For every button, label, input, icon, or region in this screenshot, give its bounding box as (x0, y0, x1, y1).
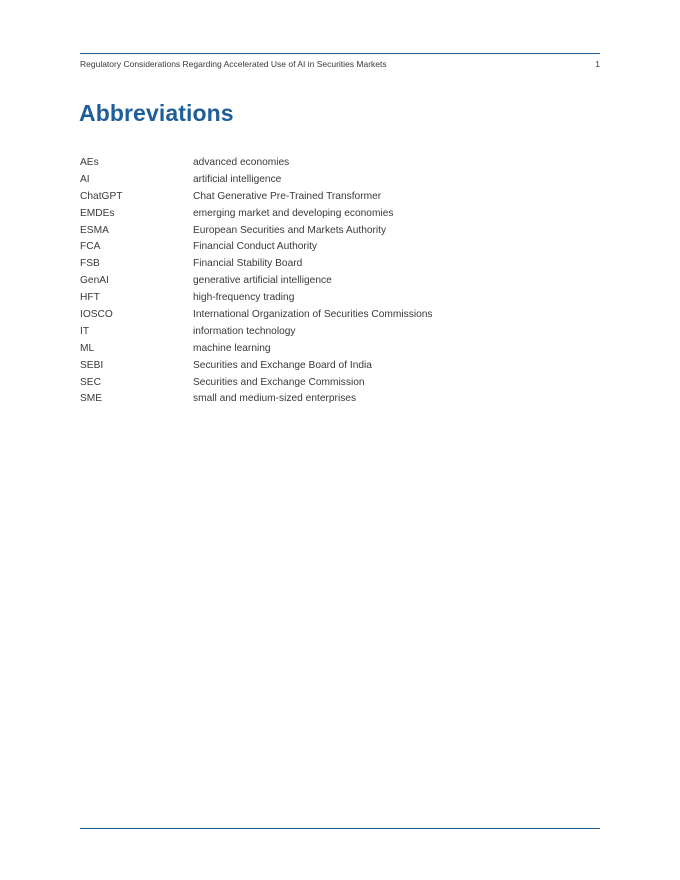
abbreviation-definition: artificial intelligence (193, 173, 282, 185)
abbreviation-term: EMDEs (80, 207, 115, 219)
list-item (80, 173, 600, 190)
abbreviation-term: IOSCO (80, 309, 113, 321)
abbreviation-term: SME (80, 393, 103, 405)
abbreviation-term: HFT (80, 292, 100, 304)
abbreviation-term: AEs (80, 157, 99, 168)
list-item (80, 325, 600, 342)
page-number: 1 (595, 59, 600, 69)
list-item (80, 190, 600, 207)
running-header (80, 59, 600, 71)
list-item (80, 392, 600, 409)
footer-divider (80, 828, 600, 829)
abbreviation-term: SEC (80, 376, 101, 388)
list-item (80, 308, 600, 325)
abbreviation-term: GenAI (80, 275, 109, 287)
abbreviation-term: ESMA (80, 224, 109, 236)
abbreviation-definition: generative artificial intelligence (193, 275, 332, 287)
abbreviation-definition: Securities and Exchange Commission (193, 376, 365, 388)
list-item (80, 156, 600, 173)
list-item (80, 240, 600, 257)
list-item (80, 257, 600, 274)
abbreviation-definition: emerging market and developing economies (193, 207, 394, 219)
header-divider (80, 53, 600, 54)
abbreviation-definition: Securities and Exchange Board of India (193, 359, 372, 371)
abbreviation-definition: small and medium-sized enterprises (193, 393, 357, 405)
list-item (80, 376, 600, 393)
abbreviation-definition: advanced economies (193, 157, 290, 168)
list-item (80, 359, 600, 376)
list-item (80, 274, 600, 291)
abbreviation-term: FCA (80, 241, 101, 253)
abbreviation-term: FSB (80, 258, 100, 270)
abbreviation-term: ChatGPT (80, 190, 123, 202)
list-item (80, 207, 600, 224)
abbreviation-term: ML (80, 342, 95, 354)
abbreviation-term: IT (80, 325, 90, 337)
abbreviation-term: AI (80, 173, 90, 185)
abbreviation-list (80, 156, 600, 409)
list-item (80, 342, 600, 359)
abbreviation-term: SEBI (80, 359, 104, 371)
list-item (80, 224, 600, 241)
abbreviation-definition: machine learning (193, 342, 271, 354)
running-header-title: Regulatory Considerations Regarding Accelerated Use of AI in Securities Markets (80, 59, 387, 69)
abbreviation-definition: European Securities and Markets Authority (193, 224, 387, 236)
page-title: Abbreviations (79, 100, 234, 126)
abbreviation-definition: Financial Stability Board (193, 258, 303, 270)
list-item (80, 291, 600, 308)
abbreviation-definition: information technology (193, 325, 296, 337)
abbreviation-definition: International Organization of Securities Commissions (193, 309, 433, 321)
abbreviation-definition: high-frequency trading (193, 292, 295, 304)
abbreviation-definition: Financial Conduct Authority (193, 241, 318, 253)
abbreviation-definition: Chat Generative Pre-Trained Transformer (193, 190, 382, 202)
